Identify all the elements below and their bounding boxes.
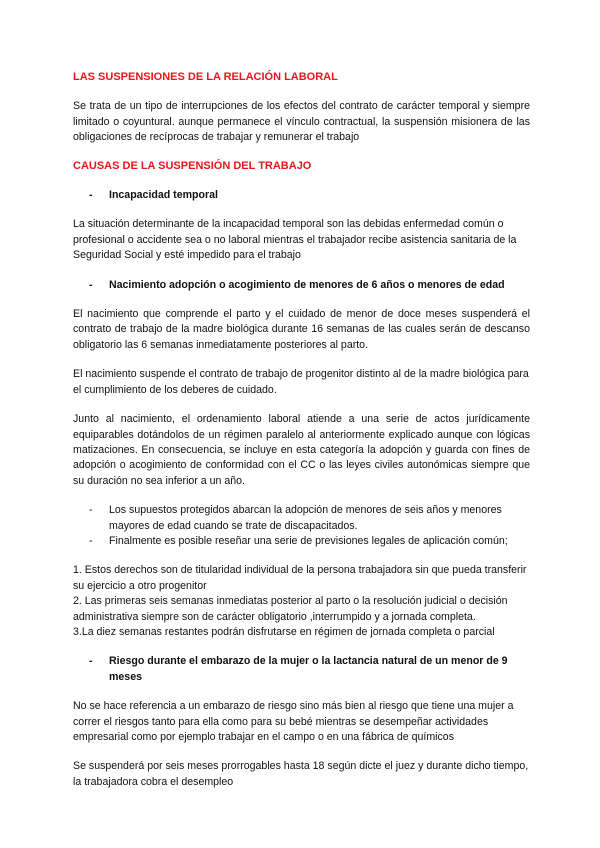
incapacidad-paragraph: La situación determinante de la incapacidad temporal son las debidas enfermedad común o profesional o accidente sea o no laboral mientras el trabajador recibe asistencia sanitaria de la Seguridad Social y esté impedido para el trabajo xyxy=(73,218,517,262)
nacimiento-sub-bullets xyxy=(73,503,530,549)
cause-nacimiento-heading xyxy=(73,278,530,293)
cause-heading-text: Incapacidad temporal xyxy=(109,189,218,202)
numbered-item: 2. Las primeras seis semanas inmediatas posterior al parto o la resolución judicial o decisión administrativa siempre son de carácter obligatorio ,interrumpido y a jornada completa. xyxy=(73,595,508,623)
bullet-marker: - xyxy=(89,655,93,668)
riesgo-paragraph-2: Se suspenderá por seis meses prorrogables hasta 18 según dicte el juez y durante dicho tiempo, la trabajadora cobra el desempleo xyxy=(73,760,529,788)
nacimiento-paragraph-3: Junto al nacimiento, el ordenamiento laboral atiende a una serie de actos jurídicamente equiparables dotándolos de un régimen paralelo al anteriormente explicado aunque con lógicas matizaciones. En consecuencia, se incluye en esta categoría la adopción y guarda con fines de adopción o acogimiento de conformidad con el CC o las leyes civiles autonómicas siempre que su duración no sea inferior a un año. xyxy=(73,413,530,487)
cause-heading-text: Riesgo durante el embarazo de la mujer o la lactancia natural de un menor de 9 meses xyxy=(109,655,508,683)
cause-riesgo-heading xyxy=(73,654,530,685)
list-item xyxy=(73,503,530,534)
bullet-marker: - xyxy=(89,189,93,202)
nacimiento-paragraph-1: El nacimiento que comprende el parto y el cuidado de menor de doce meses suspenderá el contrato de trabajo de la madre biológica durante 16 semanas de las cuales serán de descanso obligatorio las 6 semanas inmediatamente posteriores al parto. xyxy=(73,308,530,351)
list-item-text: Finalmente es posible reseñar una serie de previsiones legales de aplicación común; xyxy=(109,534,508,547)
bullet-marker: - xyxy=(89,278,93,291)
cause-heading-text: Nacimiento adopción o acogimiento de menores de 6 años o menores de edad xyxy=(109,278,505,291)
numbered-item: 1. Estos derechos son de titularidad individual de la persona trabajadora sin que pueda transferir su ejercicio a otro progenitor xyxy=(73,564,527,592)
intro-paragraph: Se trata de un tipo de interrupciones de los efectos del contrato de carácter temporal y siempre limitado o coyuntural. aunque permanece el vínculo contractual, la suspensión misionera de las obligaciones de recíprocas de trabajar y remunerar el trabajo xyxy=(73,100,530,144)
nacimiento-paragraph-2: El nacimiento suspende el contrato de trabajo de progenitor distinto al de la madre biológica para el cumplimiento de los deberes de cuidado. xyxy=(73,368,529,396)
riesgo-paragraph-1: No se hace referencia a un embarazo de riesgo sino más bien al riesgo que tiene una mujer a correr el riesgos tanto para ella como para su bebé mientras se desempeñar actividades empresarial como por ejemplo trabajar en el campo o en una fábrica de químicos xyxy=(73,700,514,743)
cause-incapacidad-heading xyxy=(73,188,530,203)
numbered-item: 3.La diez semanas restantes podrán disfrutarse en régimen de jornada completa o parcial xyxy=(73,625,495,638)
numbered-list xyxy=(73,563,530,640)
list-item xyxy=(73,534,530,549)
bullet-marker: - xyxy=(89,534,93,547)
bullet-marker: - xyxy=(89,504,93,517)
section-title: CAUSAS DE LA SUSPENSIÓN DEL TRABAJO xyxy=(73,159,312,172)
document-title: LAS SUSPENSIONES DE LA RELACIÓN LABORAL xyxy=(73,71,338,83)
list-item-text: Los supuestos protegidos abarcan la adopción de menores de seis años y menores mayores de edad cuando se trate de discapacitados. xyxy=(109,504,502,532)
